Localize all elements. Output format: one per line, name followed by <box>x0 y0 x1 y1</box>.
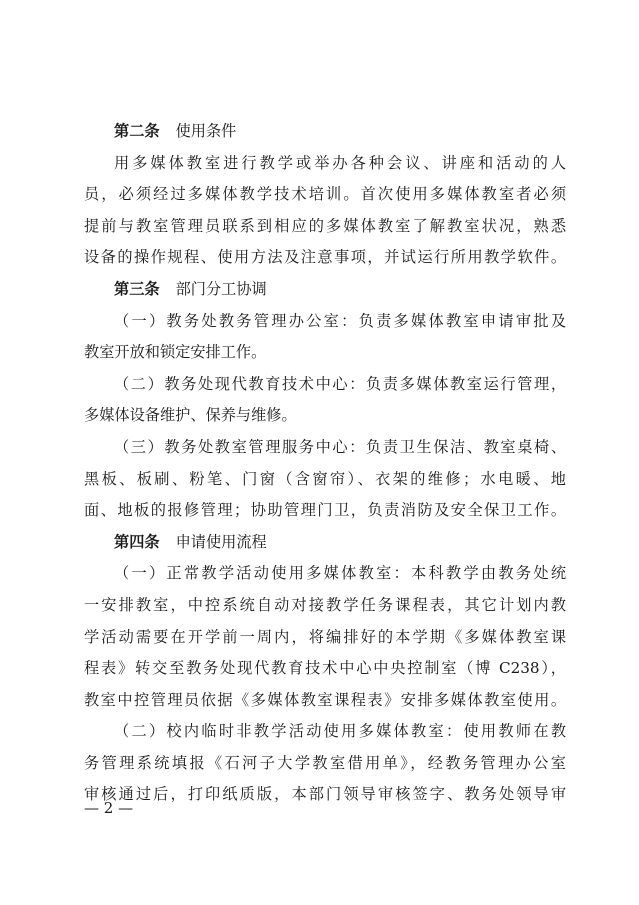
article-label: 第四条 <box>114 532 160 551</box>
paragraph-line: 多媒体设备维护、保养与维修。 <box>84 406 297 425</box>
paragraph-line: 黑板、板刷、粉笔、门窗（含窗帘）、衣架的维修；水电暖、地 <box>84 469 566 488</box>
article-heading-2 <box>84 116 566 148</box>
paragraph-line: （一）正常教学活动使用多媒体教室：本科教学由教务处统 <box>114 564 566 583</box>
paragraph-line: 教室中控管理员依据《多媒体教室课程表》安排多媒体教室使用。 <box>84 690 566 709</box>
paragraph-line: 员，必须经过多媒体教学技术培训。首次使用多媒体教室者必须 <box>84 185 566 204</box>
article-heading-4 <box>84 527 566 559</box>
article-title: 申请使用流程 <box>175 532 267 551</box>
article-title: 部门分工协调 <box>175 279 267 298</box>
paragraph-line: 务管理系统填报《石河子大学教室借用单》，经教务管理办公室 <box>84 753 566 772</box>
paragraph-line: 提前与教室管理员联系到相应的多媒体教室了解教室状况，熟悉 <box>84 216 566 235</box>
article-label: 第二条 <box>114 122 160 140</box>
paragraph-line: （三）教务处教室管理服务中心：负责卫生保洁、教室桌椅、 <box>114 437 566 456</box>
paragraph-line: 程表》转交至教务处现代教育技术中心中央控制室（博 C238）， <box>84 659 566 678</box>
paragraph-line: 审核通过后，打印纸质版，本部门领导审核签字、教务处领导审 <box>84 785 566 804</box>
paragraph-line: 面、地板的报修管理；协助管理门卫，负责消防及安全保卫工作。 <box>84 501 566 520</box>
paragraph-line: （二）教务处现代教育技术中心：负责多媒体教室运行管理， <box>114 374 566 393</box>
paragraph-line: 学活动需要在开学前一周内，将编排好的本学期《多媒体教室课 <box>84 627 566 646</box>
article-heading-3 <box>84 274 566 306</box>
document-body <box>84 116 566 811</box>
paragraph-line: （一）教务处教务管理办公室：负责多媒体教室申请审批及 <box>114 311 566 330</box>
paragraph-line: 设备的操作规程、使用方法及注意事项，并试运行所用教学软件。 <box>84 248 566 267</box>
article-title: 使用条件 <box>175 122 237 140</box>
paragraph-line: 用多媒体教室进行教学或举办各种会议、讲座和活动的人 <box>114 153 566 172</box>
paragraph-line: 一安排教室，中控系统自动对接教学任务课程表，其它计划内教 <box>84 595 566 614</box>
article-label: 第三条 <box>114 279 160 298</box>
page-number: — 2 — <box>84 799 134 817</box>
paragraph-line: 教室开放和锁定安排工作。 <box>84 343 267 362</box>
paragraph-line: （二）校内临时非教学活动使用多媒体教室：使用教师在教 <box>114 722 566 741</box>
